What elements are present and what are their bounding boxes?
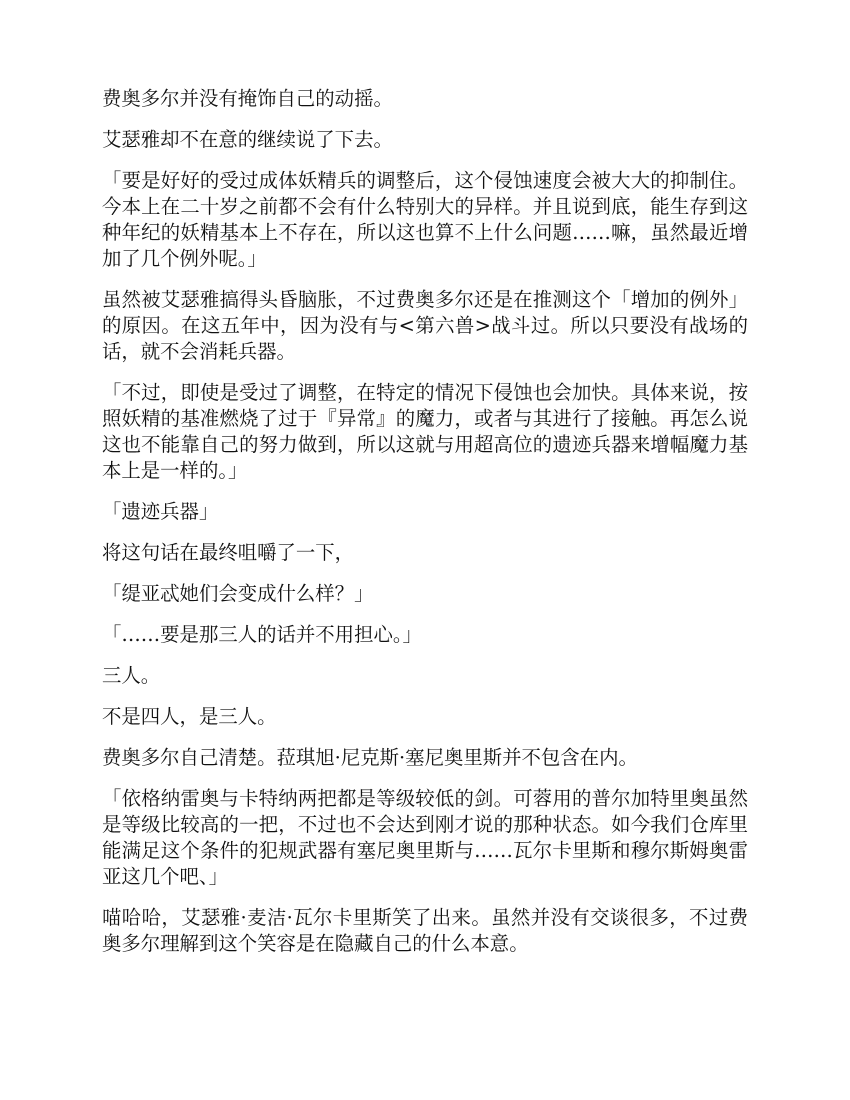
paragraph: 「不过，即使是受过了调整，在特定的情况下侵蚀也会加快。具体来说，按照妖精的基准燃烧了过于『异常』的魔力，或者与其进行了接触。再怎么说这也不能靠自己的努力做到，所以这就与用超高位的遗迹兵器来增幅魔力基本上是一样的。」 (102, 381, 748, 482)
paragraph: 「要是好好的受过成体妖精兵的调整后，这个侵蚀速度会被大大的抑制住。今本上在二十岁之前都不会有什么特别大的异样。并且说到底，能生存到这种年纪的妖精基本上不存在，所以这也算不上什么问题……嘛，虽然最近增加了几个例外呢。」 (102, 169, 748, 270)
paragraph: 「遗迹兵器」 (102, 500, 219, 523)
paragraph: 费奥多尔自己清楚。菈琪旭·尼克斯·塞尼奥里斯并不包含在内。 (102, 746, 638, 769)
paragraph: 将这句话在最终咀嚼了一下， (102, 541, 355, 564)
paragraph: 虽然被艾瑟雅搞得头昏脑胀，不过费奥多尔还是在推测这个「增加的例外」的原因。在这五年中，因为没有与<第六兽>战斗过。所以只要没有战场的话，就不会消耗兵器。 (102, 288, 748, 363)
paragraph: 喵哈哈，艾瑟雅·麦洁·瓦尔卡里斯笑了出来。虽然并没有交谈很多，不过费奥多尔理解到这个笑容是在隐藏自己的什么本意。 (102, 906, 748, 955)
paragraph: 「……要是那三人的话并不用担心。」 (102, 623, 422, 646)
paragraph: 不是四人，是三人。 (102, 705, 277, 728)
paragraph: 三人。 (102, 664, 161, 687)
document-body (102, 86, 748, 972)
paragraph: 艾瑟雅却不在意的继续说了下去。 (102, 128, 393, 151)
paragraph: 「依格纳雷奥与卡特纳两把都是等级较低的剑。可蓉用的普尔加特里奥虽然是等级比较高的一把，不过也不会达到刚才说的那种状态。如今我们仓库里能满足这个条件的犯规武器有塞尼奥里斯与……瓦尔卡里斯和穆尔斯姆奥雷亚这几个吧、」 (102, 787, 748, 888)
paragraph: 费奥多尔并没有掩饰自己的动摇。 (102, 87, 393, 110)
paragraph: 「缇亚忒她们会变成什么样？」 (102, 582, 374, 605)
